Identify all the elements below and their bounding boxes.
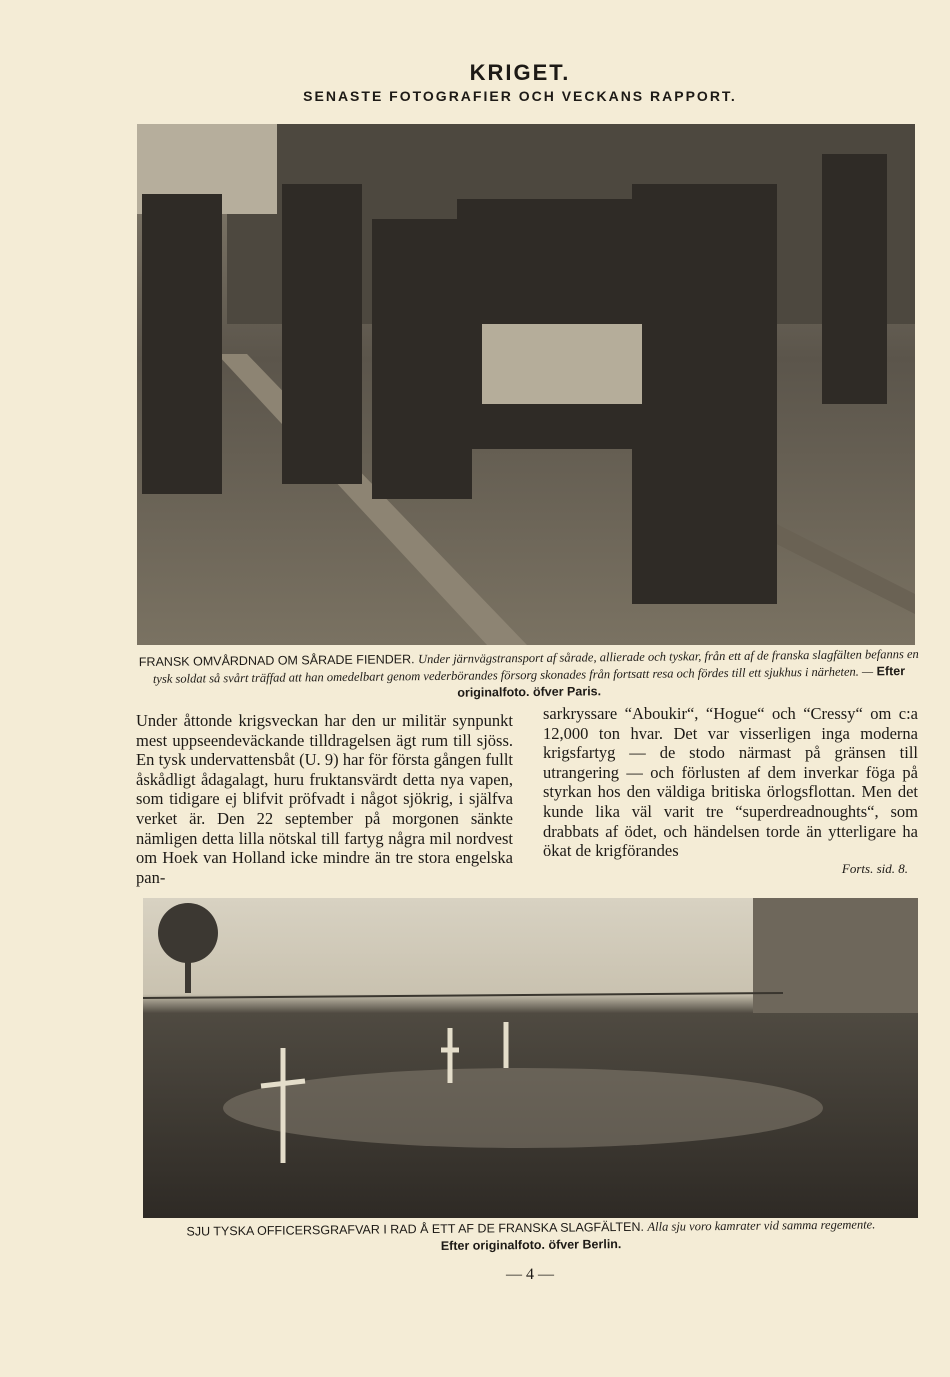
photo1-caption-source: Efter originalfoto. öfver Paris.: [457, 664, 906, 700]
page-number: — 4 —: [506, 1266, 554, 1283]
photo1-caption-text: Under järnvägstransport af sårade, allierade och tyskar, från ett af de franska slagfälten befanns en tysk soldat så svårt träffad att han omedelbart genom vederbörandes försorg skonades från fortsatt resa och fördes till ett sjukhus i närheten. —: [152, 646, 919, 686]
photo2-caption-text: Alla sju voro kamrater vid samma regemente.: [647, 1217, 876, 1234]
photo2-caption: [136, 1216, 926, 1258]
photo1-caption-title: FRANSK OMVÅRDNAD OM SÅRADE FIENDER.: [138, 652, 415, 670]
article-column-2: [543, 704, 918, 861]
photo2-caption-title: SJU TYSKA OFFICERSGRAFVAR I RAD Å ETT AF DE FRANSKA SLAGFÄLTEN.: [186, 1219, 645, 1239]
photo2-caption-source: Efter originalfoto. öfver Berlin.: [440, 1237, 622, 1253]
photo-stretcher-bearers: [137, 124, 915, 645]
article-paragraph: Under åttonde krigsveckan har den ur militär synpunkt mest uppseendeväckande tilldragelsen ägt rum till sjöss. En tysk undervattensbåt (U. 9) har för första gången fullt åskådligt ådagalagt, huru fruktansvärdt detta nya vapen, som tidigare ej blifvit pröfvadt i något sjökrig, i själfva verket är. Den 22 september på morgonen sänkte nämligen detta lilla nötskal till fartyg några mil nordvest om Hoek van Holland icke mindre än tre stora engelska pan-: [136, 711, 513, 887]
article-column-1: [136, 711, 513, 887]
continued-note: Forts. sid. 8.: [841, 861, 908, 876]
photo-officer-graves: [143, 898, 918, 1218]
page-title: KRIGET.: [469, 60, 571, 85]
article-paragraph: sarkryssare “Aboukir“, “Hogue“ och “Cressy“ om c:a 12,000 ton hvar. Det var visserligen inga moderna krigsfartyg — de stodo närmast på gränsen till utrangering — och förlusten af dem inverkar föga på styrkan hos den väldiga britiska örlogsflottan. Men det kunde lika väl varit tre “superdreadnoughts“, som drabbats af ödet, och händelsen torde än ytterligare ha ökat de krigförandes: [543, 704, 918, 861]
photo1-caption: [136, 646, 922, 705]
page-subtitle: SENASTE FOTOGRAFIER OCH VECKANS RAPPORT.: [303, 88, 737, 104]
